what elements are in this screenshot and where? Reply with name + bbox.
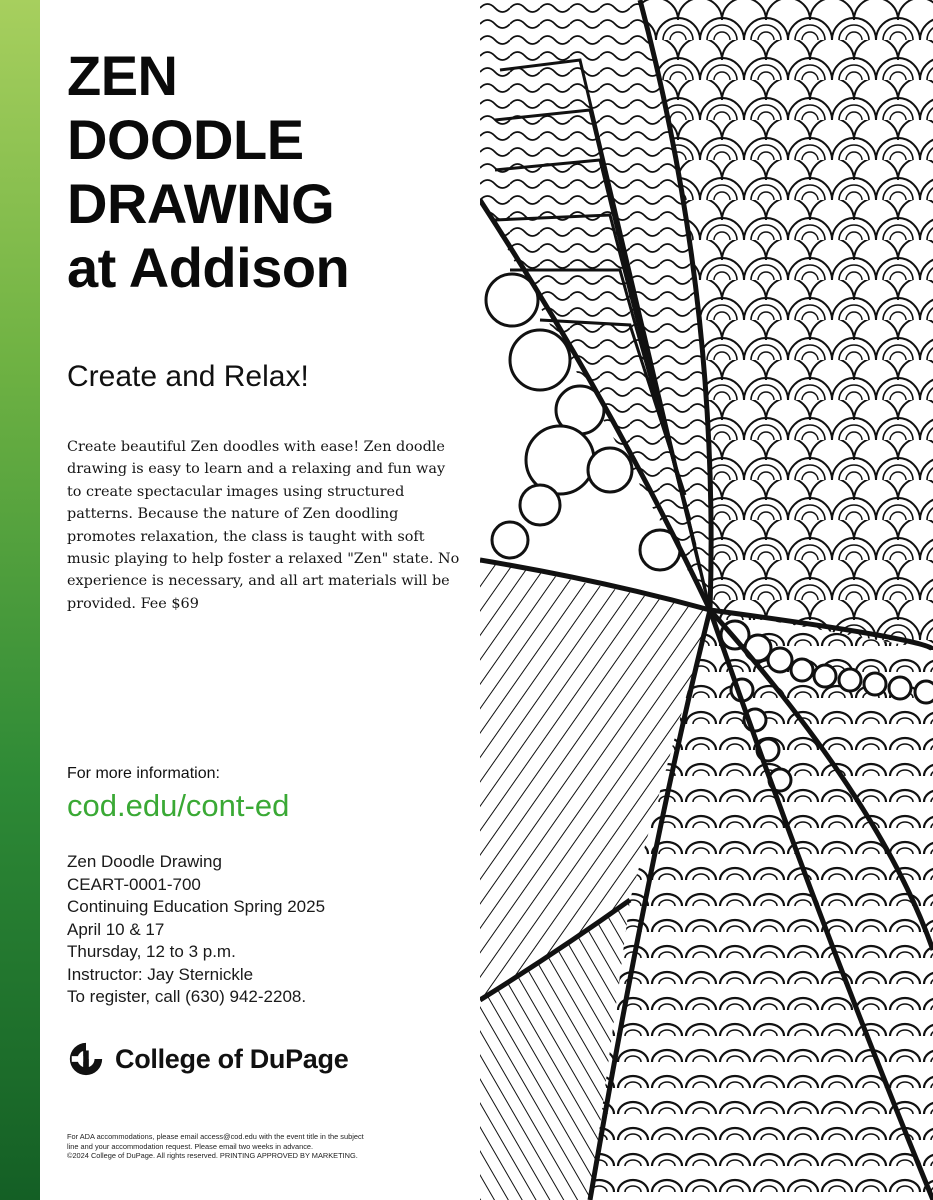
class-description: Create beautiful Zen doodles with ease! Zen doodle drawing is easy to learn and a relaxing and fun way to create spectacular images using structured patterns. Because the nature of Zen doodling promotes relaxation, the class is taught with soft music playing to help foster a relaxed "Zen" state. No experience is necessary, and all art materials will be provided. Fee $69 (67, 439, 460, 612)
title-line-4: at Addison (67, 236, 350, 299)
title-line-3: DRAWING (67, 172, 335, 235)
green-gradient-bar (0, 0, 40, 1200)
text-column (67, 0, 467, 1200)
fineprint-line-1: For ADA accommodations, please email access@cod.edu with the event title in the subject (67, 1132, 364, 1141)
college-logo (67, 1040, 348, 1078)
more-info-label: For more information: (67, 765, 220, 782)
more-info-url: cod.edu/cont-ed (67, 788, 290, 823)
detail-time: Thursday, 12 to 3 p.m. (67, 942, 236, 961)
college-of-dupage-logo-icon (67, 1040, 105, 1078)
detail-register: To register, call (630) 942-2208. (67, 987, 307, 1006)
fineprint-line-2: line and your accommodation request. Please email two weeks in advance. (67, 1141, 314, 1151)
college-logo-text: College of DuPage (115, 1043, 349, 1074)
detail-course-code: CEART-0001-700 (67, 874, 201, 894)
poster-title (67, 44, 349, 300)
title-line-2: DOODLE (67, 108, 304, 171)
class-details (67, 851, 325, 1009)
zen-doodle-artwork (480, 0, 933, 1200)
title-line-1: ZEN (67, 44, 178, 107)
detail-dates: April 10 & 17 (67, 919, 165, 939)
fineprint-line-3: ©2024 College of DuPage. All rights reserved. PRINTING APPROVED BY MARKETING. (67, 1151, 358, 1161)
poster-subtitle: Create and Relax! (67, 360, 309, 393)
detail-course-name: Zen Doodle Drawing (67, 852, 222, 871)
detail-instructor: Instructor: Jay Sternickle (67, 964, 254, 984)
detail-term: Continuing Education Spring 2025 (67, 897, 326, 916)
fineprint (67, 1132, 447, 1161)
